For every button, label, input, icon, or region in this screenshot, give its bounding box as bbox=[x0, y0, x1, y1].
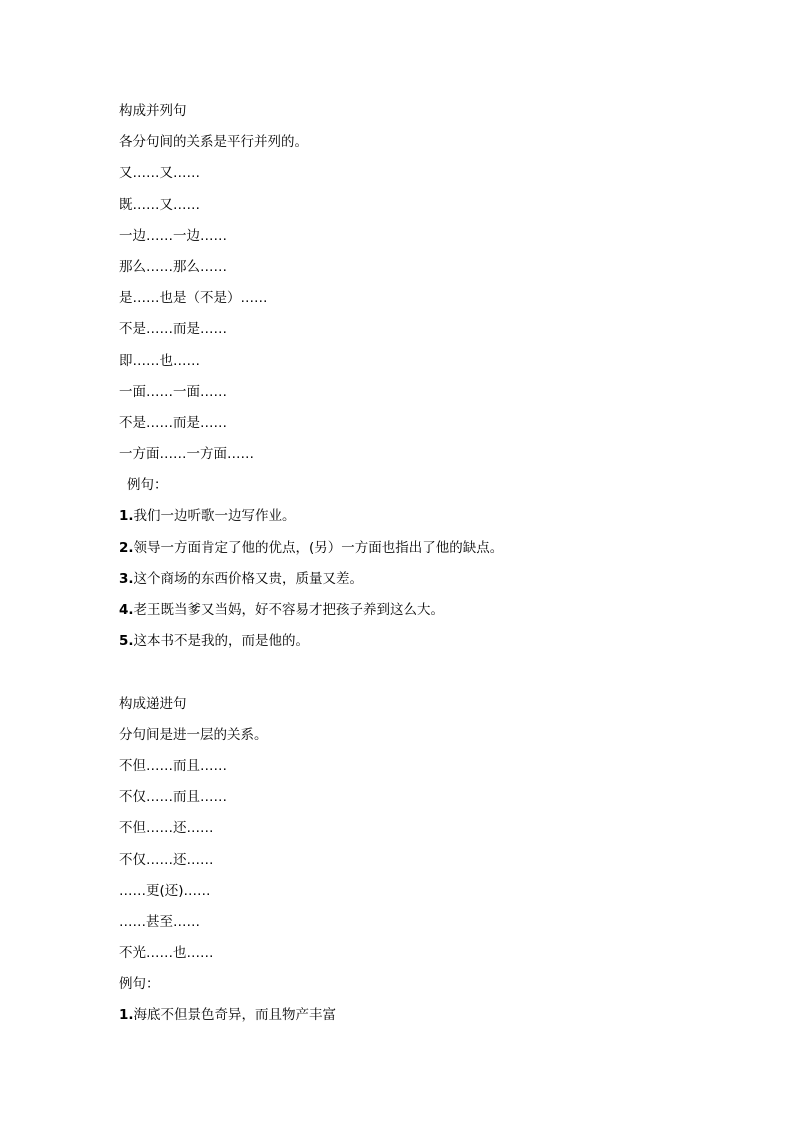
pattern-line: 一面……一面…… bbox=[119, 383, 227, 400]
example-number: 1. bbox=[119, 508, 134, 525]
section-spacer bbox=[119, 662, 719, 693]
section-title-parallel: 构成并列句 bbox=[119, 103, 187, 119]
example-text: 这本书不是我的，而是他的。 bbox=[133, 633, 310, 650]
example-text: 我们一边听歌一边写作业。 bbox=[133, 508, 296, 525]
example-sentence bbox=[119, 631, 719, 662]
example-number: 5. bbox=[119, 633, 134, 650]
pattern-line: 一方面……一方面…… bbox=[119, 446, 254, 463]
example-number: 2. bbox=[119, 539, 134, 556]
pattern-line: ……更(还)…… bbox=[119, 882, 211, 899]
pattern-line: ……甚至…… bbox=[119, 913, 200, 930]
pattern-line: 不但……还…… bbox=[119, 820, 214, 837]
pattern-line: 不是……而是…… bbox=[119, 321, 227, 338]
examples-label-progressive: 例句： bbox=[119, 976, 160, 993]
example-sentence bbox=[119, 1005, 719, 1036]
pattern-line: 一边……一边…… bbox=[119, 227, 227, 244]
example-sentence bbox=[119, 569, 719, 600]
example-text: 领导一方面肯定了他的优点，(另）一方面也指出了他的缺点。 bbox=[133, 539, 504, 556]
examples-label-parallel: 例句： bbox=[127, 477, 168, 494]
pattern-line: 不光……也…… bbox=[119, 945, 214, 962]
pattern-line: 那么……那么…… bbox=[119, 258, 227, 275]
example-text: 海底不但景色奇异，而且物产丰富 bbox=[133, 1007, 337, 1024]
example-text: 老王既当爹又当妈，好不容易才把孩子养到这么大。 bbox=[133, 602, 445, 618]
section-description-progressive: 分句间是进一层的关系。 bbox=[119, 726, 268, 743]
pattern-line: 不仅……而且…… bbox=[119, 789, 227, 806]
document-content bbox=[119, 101, 719, 1037]
example-number: 1. bbox=[119, 1007, 134, 1024]
pattern-line: 既……又…… bbox=[119, 196, 200, 213]
pattern-line: 不是……而是…… bbox=[119, 414, 227, 431]
pattern-line: 不仅……还…… bbox=[119, 851, 214, 868]
example-text: 这个商场的东西价格又贵，质量又差。 bbox=[133, 570, 364, 587]
pattern-line: 即……也…… bbox=[119, 352, 200, 369]
example-sentence bbox=[119, 600, 719, 631]
pattern-line: 不但……而且…… bbox=[119, 757, 227, 774]
example-sentence bbox=[119, 506, 719, 537]
pattern-line: 又……又…… bbox=[119, 165, 200, 182]
example-number: 3. bbox=[119, 570, 134, 587]
section-description-parallel: 各分句间的关系是平行并列的。 bbox=[119, 134, 308, 151]
example-number: 4. bbox=[119, 602, 134, 618]
example-sentence bbox=[119, 538, 719, 569]
pattern-line: 是……也是（不是）…… bbox=[119, 290, 268, 307]
section-title-progressive: 构成递进句 bbox=[119, 695, 187, 712]
